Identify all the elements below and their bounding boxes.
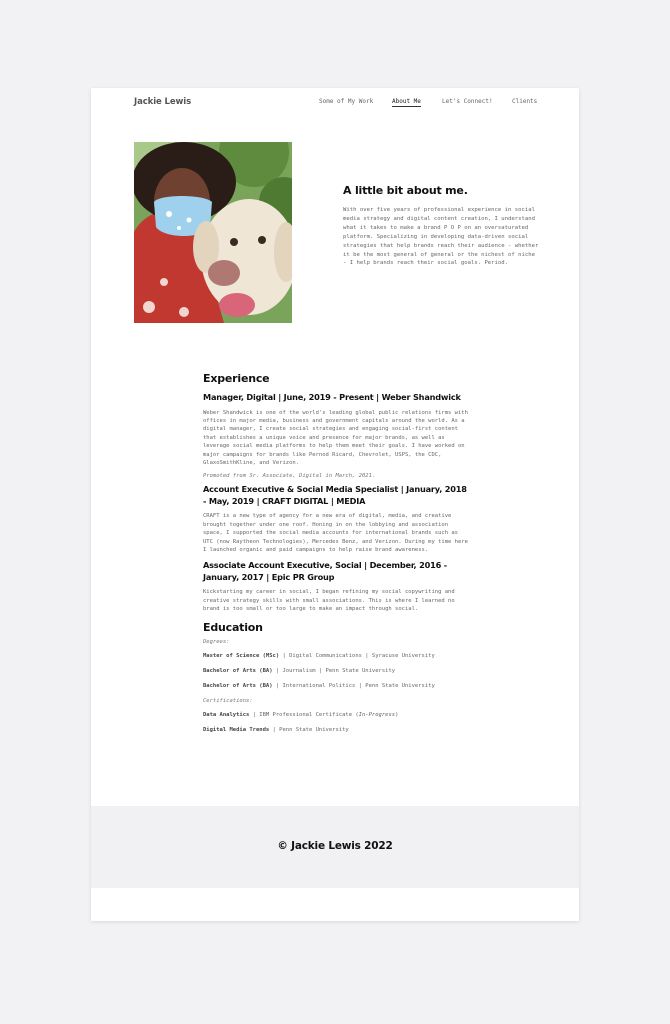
nav-links (91, 98, 579, 112)
resume-section (203, 372, 471, 735)
degree-details: | International Politics | Penn State University (272, 683, 435, 690)
certification-name: Data Analytics (203, 711, 250, 718)
certification-status: In-Progress (358, 711, 396, 718)
job-title: Manager, Digital | June, 2019 - Present | Weber Shandwick (203, 392, 461, 402)
degrees-label: Degrees: (203, 638, 230, 645)
degree-name: Bachelor of Arts (BA) (203, 683, 273, 690)
job-description: CRAFT is a new type of agency for a new era of digital, media, and creative brought together under one roof. Honing in on the lobbying and association space, I supported the social media accounts for international brands such as UTC (now Raytheon Technologies), Mercedes Benz, and Verizon. During my time here I launched organic and paid campaigns to help raise brand awareness. (203, 513, 468, 553)
degree-details: | Journalism | Penn State University (272, 668, 396, 674)
certification-close: ) (395, 711, 399, 718)
job-title: Associate Account Executive, Social | December, 2016 - January, 2017 | Epic PR Group (203, 560, 447, 582)
certification-details: | IBM Professional Certificate ( (249, 711, 359, 718)
certifications-label: Certifications: (203, 697, 253, 704)
nav-item-clients[interactable]: Clients (512, 98, 538, 105)
job-description: Weber Shandwick is one of the world's leading global public relations firms with offices in major media, business and government capitals around the world. As a digital manager, I create social strategies and engaging social-first content that establishes a unique voice and presence for major brands, as well as leverage social media platforms to help them meet their goals. I have worked on major campaigns for brands like Pernod Ricard, Chevrolet, USPS, the CDC, GlaxoSmithKline, and Verizon. (203, 409, 468, 466)
nav-item-about-me[interactable]: About Me (392, 98, 421, 105)
about-paragraph: With over five years of professional experience in social media strategy and digital content creation, I understand what it takes to make a brand P O P on an oversaturated platform. Specializing in developing data-driven social strategies that help brands reach their audience - whether it be the most general of general or the nichest of niche - I help brands reach their social goals. Period. (343, 207, 539, 267)
site-footer (91, 806, 579, 888)
profile-photo (134, 142, 292, 323)
certification-entry (203, 726, 471, 734)
job-title: Account Executive & Social Media Specialist | January, 2018 - May, 2019 | CRAFT DIGITAL | MEDIA (203, 484, 467, 506)
degree-entry (203, 652, 471, 660)
job-description: Kickstarting my career in social, I began refining my social copywriting and creative strategy skills with small associations. This is where I learned no brand is too small or too large to make an impact through social. (203, 589, 455, 613)
nav-item-lets-connect[interactable]: Let's Connect! (442, 98, 493, 105)
certification-name: Digital Media Trends (203, 727, 270, 734)
nav-item-some-of-my-work[interactable]: Some of My Work (319, 98, 374, 105)
certification-details: | Penn State University (269, 727, 349, 734)
degree-entry (203, 682, 471, 690)
copyright-text: © Jackie Lewis 2022 (277, 840, 393, 852)
page-card (91, 88, 579, 921)
degree-entry (203, 667, 471, 675)
degree-name: Master of Science (MSc) (203, 652, 280, 659)
site-brand-logo[interactable]: Jackie Lewis (134, 97, 192, 107)
top-navigation (91, 88, 579, 118)
degree-name: Bachelor of Arts (BA) (203, 668, 273, 674)
job-promotion-note: Promoted from Sr. Associate, Digital in March, 2021. (203, 473, 376, 480)
about-heading: A little bit about me. (343, 184, 468, 197)
education-heading: Education (203, 620, 263, 634)
degree-details: | Digital Communications | Syracuse University (279, 652, 435, 659)
certification-entry (203, 711, 471, 719)
experience-heading: Experience (203, 372, 270, 385)
